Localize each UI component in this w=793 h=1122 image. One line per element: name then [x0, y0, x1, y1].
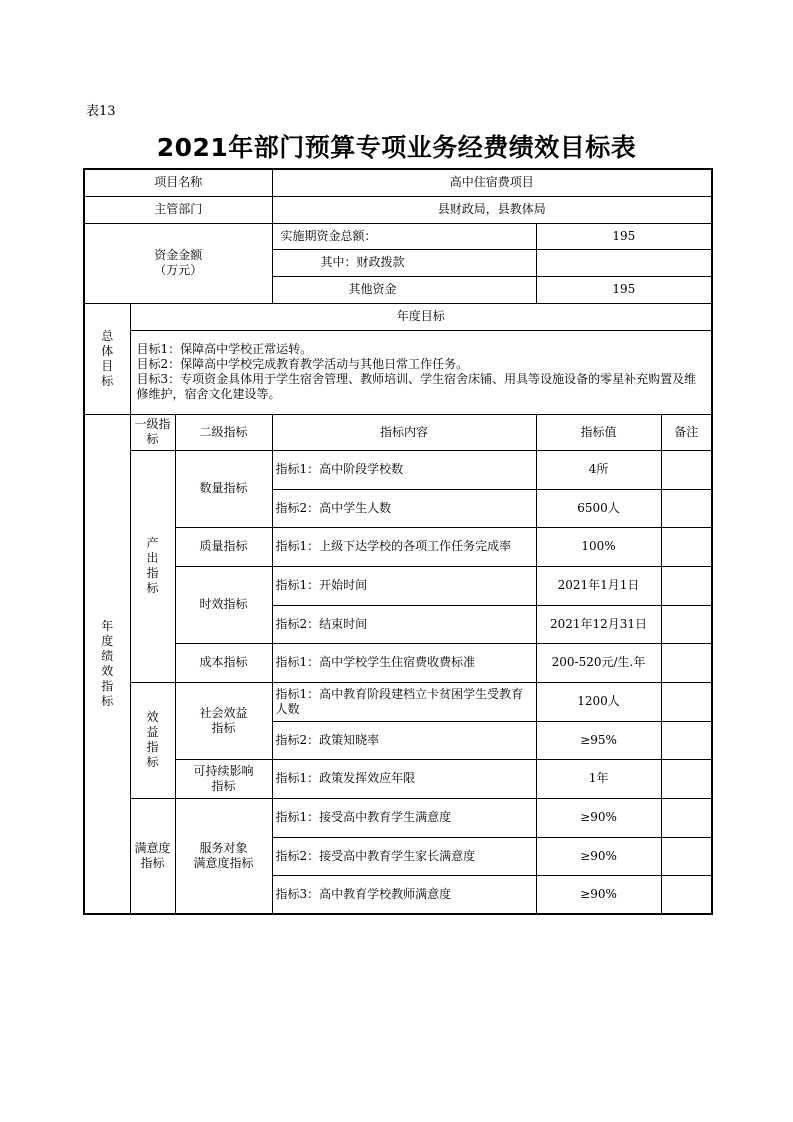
overall-side-char: 体 [101, 343, 114, 358]
sheet-label: 表13 [86, 104, 116, 119]
indicator-content: 指标2：结束时间 [272, 605, 536, 643]
goal-1: 目标1：保障高中学校正常运转。 [136, 342, 313, 356]
table-row [84, 566, 712, 605]
indicator-value: 200-520元/生.年 [536, 643, 661, 682]
level2-service-line2: 满意度指标 [193, 855, 254, 870]
indicator-content: 指标1：上级下达学校的各项工作任务完成率 [272, 527, 536, 566]
overall-header: 年度目标 [130, 303, 712, 330]
group-satisfaction-line1: 满意度 [134, 840, 171, 855]
header-value: 指标值 [536, 414, 661, 450]
overall-side-char: 标 [101, 373, 114, 388]
indicator-value: ≥90% [536, 837, 661, 875]
indicator-remark [661, 643, 712, 682]
funds-total-value: 195 [536, 223, 712, 249]
indicator-value: ≥90% [536, 798, 661, 837]
indicator-value: 1200人 [536, 682, 661, 721]
group-output-char: 产 [146, 536, 159, 550]
indicator-content: 指标1：高中学校学生住宿费收费标准 [272, 643, 536, 682]
level2-quality: 质量指标 [175, 527, 272, 566]
header-level2: 二级指标 [175, 414, 272, 450]
funds-total-label: 实施期资金总额： [272, 223, 536, 249]
indicator-value: 1年 [536, 759, 661, 798]
department-row [84, 196, 712, 223]
level2-quantity: 数量指标 [175, 450, 272, 527]
indicator-value: ≥90% [536, 875, 661, 914]
indicator-content: 指标3：高中教育学校教师满意度 [272, 875, 536, 914]
indicator-value: 6500人 [536, 489, 661, 527]
department-value: 县财政局，县教体局 [272, 196, 712, 223]
annual-side-char: 效 [101, 663, 114, 678]
goal-2: 目标2：保障高中学校完成教育教学活动与其他日常工作任务。 [136, 357, 469, 371]
indicator-remark [661, 798, 712, 837]
header-level1: 一级指标 [130, 414, 175, 450]
level2-cost: 成本指标 [175, 643, 272, 682]
indicator-content: 指标2：高中学生人数 [272, 489, 536, 527]
indicator-remark [661, 566, 712, 605]
indicator-content: 指标1：开始时间 [272, 566, 536, 605]
annual-side-char: 指 [101, 678, 114, 693]
indicator-value: 2021年12月31日 [536, 605, 661, 643]
annual-side-char: 标 [101, 693, 114, 708]
table-row [84, 643, 712, 682]
overall-header-row [84, 303, 712, 330]
department-label: 主管部门 [84, 196, 272, 223]
project-label: 项目名称 [84, 169, 272, 196]
table-row [84, 527, 712, 566]
funds-label-line2: （万元） [154, 263, 203, 277]
group-satisfaction-line2: 指标 [140, 855, 165, 870]
indicator-value: ≥95% [536, 721, 661, 759]
level2-service [175, 798, 272, 914]
overall-goals-row [84, 330, 712, 414]
group-output-char: 标 [146, 581, 159, 595]
group-satisfaction [130, 798, 175, 914]
overall-goals [130, 330, 712, 414]
annual-side-char: 年 [101, 618, 114, 633]
group-benefit-char: 效 [146, 710, 159, 724]
group-benefit-char: 益 [146, 725, 159, 739]
indicator-remark [661, 605, 712, 643]
page-title: 2021年部门预算专项业务经费绩效目标表 [156, 133, 637, 162]
indicator-remark [661, 759, 712, 798]
indicator-value: 4所 [536, 450, 661, 489]
annual-header-row [84, 414, 712, 450]
funds-row-total [84, 223, 712, 249]
funds-other-label: 其他资金 [272, 276, 536, 303]
annual-side-char: 度 [101, 633, 114, 648]
group-benefit-char: 指 [146, 740, 159, 754]
level2-social [175, 682, 272, 759]
group-output [130, 450, 175, 682]
indicator-remark [661, 875, 712, 914]
level2-sustain-line2: 指标 [211, 778, 236, 793]
indicator-remark [661, 450, 712, 489]
goal-3: 目标3：专项资金具体用于学生宿舍管理、教师培训、学生宿舍床铺、用具等设施设备的零星补充购置及维修维护，宿舍文化建设等。 [136, 372, 697, 401]
level2-timeliness: 时效指标 [175, 566, 272, 643]
indicator-remark [661, 721, 712, 759]
level2-service-line1: 服务对象 [199, 840, 248, 855]
header-content: 指标内容 [272, 414, 536, 450]
indicator-content: 指标2：政策知晓率 [272, 721, 536, 759]
group-output-char: 出 [146, 551, 159, 565]
table-row [84, 682, 712, 721]
level2-sustain-line1: 可持续影响 [193, 763, 254, 778]
indicator-remark [661, 682, 712, 721]
annual-side-char: 绩 [101, 648, 114, 663]
indicator-content: 指标1：政策发挥效应年限 [272, 759, 536, 798]
group-output-char: 指 [146, 566, 159, 580]
funds-fiscal-label: 其中：财政拨款 [272, 249, 536, 276]
funds-label-line1: 资金金额 [154, 248, 203, 262]
header-remark: 备注 [661, 414, 712, 450]
group-benefit [130, 682, 175, 798]
overall-side-label [84, 303, 130, 414]
group-benefit-char: 标 [146, 755, 159, 769]
level2-social-line1: 社会效益 [199, 705, 248, 720]
indicator-value: 2021年1月1日 [536, 566, 661, 605]
overall-side-char: 目 [101, 358, 114, 373]
project-row [84, 169, 712, 196]
funds-fiscal-value [536, 249, 712, 276]
table-row [84, 798, 712, 837]
indicator-content: 指标1：高中教育阶段建档立卡贫困学生受教育人数 [272, 682, 536, 721]
overall-side-char: 总 [101, 328, 114, 343]
table-row [84, 759, 712, 798]
indicator-content: 指标1：接受高中教育学生满意度 [272, 798, 536, 837]
indicator-value: 100% [536, 527, 661, 566]
funds-other-value: 195 [536, 276, 712, 303]
indicator-content: 指标1：高中阶段学校数 [272, 450, 536, 489]
level2-social-line2: 指标 [211, 720, 236, 735]
project-value: 高中住宿费项目 [272, 169, 712, 196]
indicator-remark [661, 489, 712, 527]
table-row [84, 450, 712, 489]
indicator-remark [661, 837, 712, 875]
indicator-remark [661, 527, 712, 566]
level2-sustain [175, 759, 272, 798]
funds-label [84, 223, 272, 303]
performance-table [83, 168, 713, 915]
indicator-content: 指标2：接受高中教育学生家长满意度 [272, 837, 536, 875]
annual-side-label [84, 414, 130, 914]
